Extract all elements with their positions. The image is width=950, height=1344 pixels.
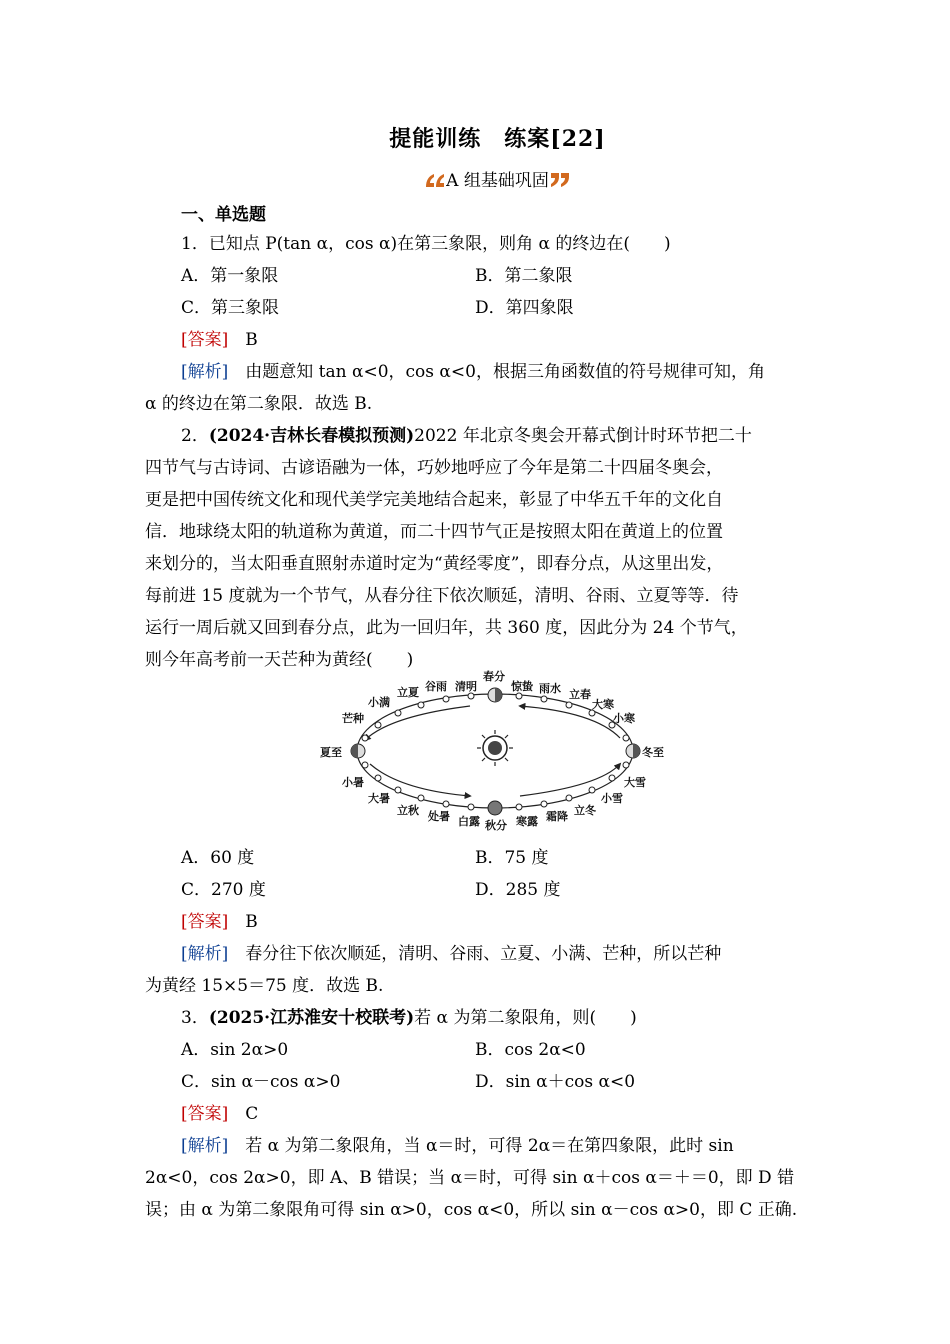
answer-value: B bbox=[245, 330, 258, 350]
term-xiaoshu: 小暑 bbox=[342, 776, 364, 789]
term-chushu: 处暑 bbox=[428, 810, 450, 823]
q1-option-c: C．第三象限 bbox=[181, 298, 280, 318]
q2-stem-line-4: 信．地球绕太阳的轨道称为黄道，而二十四节气正是按照太阳在黄道上的位置 bbox=[145, 522, 723, 542]
q3-option-b: B．cos 2α<0 bbox=[475, 1040, 586, 1060]
term-hanlu: 寒露 bbox=[516, 815, 538, 828]
q3-analysis-line-2: 2α<0，cos 2α>0，即 A、B 错误；当 α＝时，可得 sin α＋cos α＝＋＝0，即 D 错 bbox=[145, 1168, 795, 1188]
q1-analysis-line-1: [解析] 由题意知 tan α<0，cos α<0，根据三角函数值的符号规律可知，角 bbox=[181, 362, 765, 382]
term-dahan: 大寒 bbox=[592, 698, 614, 711]
q1-analysis-line-2: α 的终边在第二象限．故选 B. bbox=[145, 394, 373, 414]
term-daxue: 大雪 bbox=[624, 776, 646, 789]
term-bailu: 白露 bbox=[458, 815, 480, 828]
section-heading: 一、单选题 bbox=[181, 205, 266, 225]
sun-icon bbox=[477, 730, 513, 766]
q1-option-b: B．第二象限 bbox=[475, 266, 573, 286]
term-guyu: 谷雨 bbox=[425, 680, 447, 693]
q2-stem-line-3: 更是把中国传统文化和现代美学完美地结合起来，彰显了中华五千年的文化自 bbox=[145, 490, 723, 510]
term-dashu: 大暑 bbox=[368, 792, 390, 805]
q3-stem: 3．(2025·江苏淮安十校联考)若 α 为第二象限角，则( ) bbox=[181, 1008, 637, 1028]
q2-stem-line-5: 来划分的，当太阳垂直照射赤道时定为“黄经零度”，即春分点，从这里出发， bbox=[145, 554, 724, 574]
q1-option-d: D．第四象限 bbox=[475, 298, 574, 318]
q3-analysis-line-3: 误；由 α 为第二象限角可得 sin α>0，cos α<0，所以 sin α－cos α>0，即 C 正确. bbox=[145, 1200, 798, 1220]
analysis-tag: [解析] bbox=[181, 944, 229, 964]
term-jingzhe: 惊蛰 bbox=[511, 680, 533, 693]
earth-autumn-equinox bbox=[488, 801, 502, 815]
term-lixia: 立夏 bbox=[397, 686, 419, 699]
q3-option-a: A．sin 2α>0 bbox=[181, 1040, 289, 1060]
term-xiaoxue: 小雪 bbox=[601, 792, 623, 805]
q1-answer bbox=[181, 330, 258, 350]
left-quote-icon bbox=[424, 171, 446, 189]
group-label: A 组基础巩固 bbox=[446, 171, 549, 191]
solar-terms-diagram bbox=[320, 668, 664, 833]
q2-source: (2024·吉林长春模拟预测) bbox=[208, 426, 415, 446]
term-shuangjiang: 霜降 bbox=[546, 810, 568, 823]
page-title: 提能训练 练案[22] bbox=[389, 126, 606, 152]
q3-option-d: D．sin α＋cos α<0 bbox=[475, 1072, 636, 1092]
q3-option-c: C．sin α－cos α>0 bbox=[181, 1072, 341, 1092]
term-lidong: 立冬 bbox=[574, 804, 596, 817]
q2-option-b: B．75 度 bbox=[475, 848, 549, 868]
q2-stem-line-7: 运行一周后就又回到春分点，此为一回归年，共 360 度，因此分为 24 个节气， bbox=[145, 618, 748, 638]
q2-stem-line-8: 则今年高考前一天芒种为黄经( ) bbox=[145, 650, 414, 670]
term-dongzhi: 冬至 bbox=[642, 746, 664, 759]
term-yushui: 雨水 bbox=[539, 682, 561, 695]
q2-answer bbox=[181, 912, 258, 932]
term-xiaohan: 小寒 bbox=[613, 712, 635, 725]
q2-stem-line-2: 四节气与古诗词、古谚语融为一体，巧妙地呼应了今年是第二十四届冬奥会， bbox=[145, 458, 723, 478]
analysis-tag: [解析] bbox=[181, 1136, 229, 1156]
answer-value: B bbox=[245, 912, 258, 932]
q3-analysis-line-1: [解析] 若 α 为第二象限角，当 α＝时，可得 2α＝在第四象限，此时 sin bbox=[181, 1136, 734, 1156]
term-liqiu: 立秋 bbox=[397, 804, 419, 817]
q2-option-a: A．60 度 bbox=[181, 848, 255, 868]
q2-analysis-line-1: [解析] 春分往下依次顺延，清明、谷雨、立夏、小满、芒种，所以芒种 bbox=[181, 944, 722, 964]
q1-option-a: A．第一象限 bbox=[181, 266, 279, 286]
q2-option-d: D．285 度 bbox=[475, 880, 561, 900]
term-xiazhi: 夏至 bbox=[320, 746, 342, 759]
q2-stem-line-6: 每前进 15 度就为一个节气，从春分往下依次顺延，清明、谷雨、立夏等等．待 bbox=[145, 586, 739, 606]
answer-tag: [答案] bbox=[181, 912, 229, 932]
term-lichun: 立春 bbox=[569, 688, 591, 701]
analysis-tag: [解析] bbox=[181, 362, 229, 382]
earth-summer-solstice bbox=[351, 744, 365, 758]
earth-winter-solstice bbox=[626, 744, 640, 758]
right-quote-icon bbox=[549, 171, 571, 189]
answer-value: C bbox=[245, 1104, 259, 1124]
q2-option-c: C．270 度 bbox=[181, 880, 266, 900]
term-chunfen: 春分 bbox=[483, 670, 505, 683]
group-heading bbox=[145, 166, 850, 191]
q2-analysis-line-2: 为黄经 15×5＝75 度．故选 B. bbox=[145, 976, 384, 996]
term-qingming: 清明 bbox=[455, 680, 477, 693]
answer-tag: [答案] bbox=[181, 330, 229, 350]
earth-spring-equinox bbox=[488, 688, 502, 702]
term-qiufen: 秋分 bbox=[485, 819, 507, 832]
q2-stem-line-1: 2．(2024·吉林长春模拟预测)2022 年北京冬奥会开幕式倒计时环节把二十 bbox=[181, 426, 752, 446]
term-mangzhong: 芒种 bbox=[342, 712, 364, 725]
q3-source: (2025·江苏淮安十校联考) bbox=[208, 1008, 415, 1028]
q3-answer bbox=[181, 1104, 258, 1124]
q1-stem: 1．已知点 P(tan α，cos α)在第三象限，则角 α 的终边在( ) bbox=[181, 234, 671, 254]
answer-tag: [答案] bbox=[181, 1104, 229, 1124]
term-xiaoman: 小满 bbox=[368, 696, 390, 709]
